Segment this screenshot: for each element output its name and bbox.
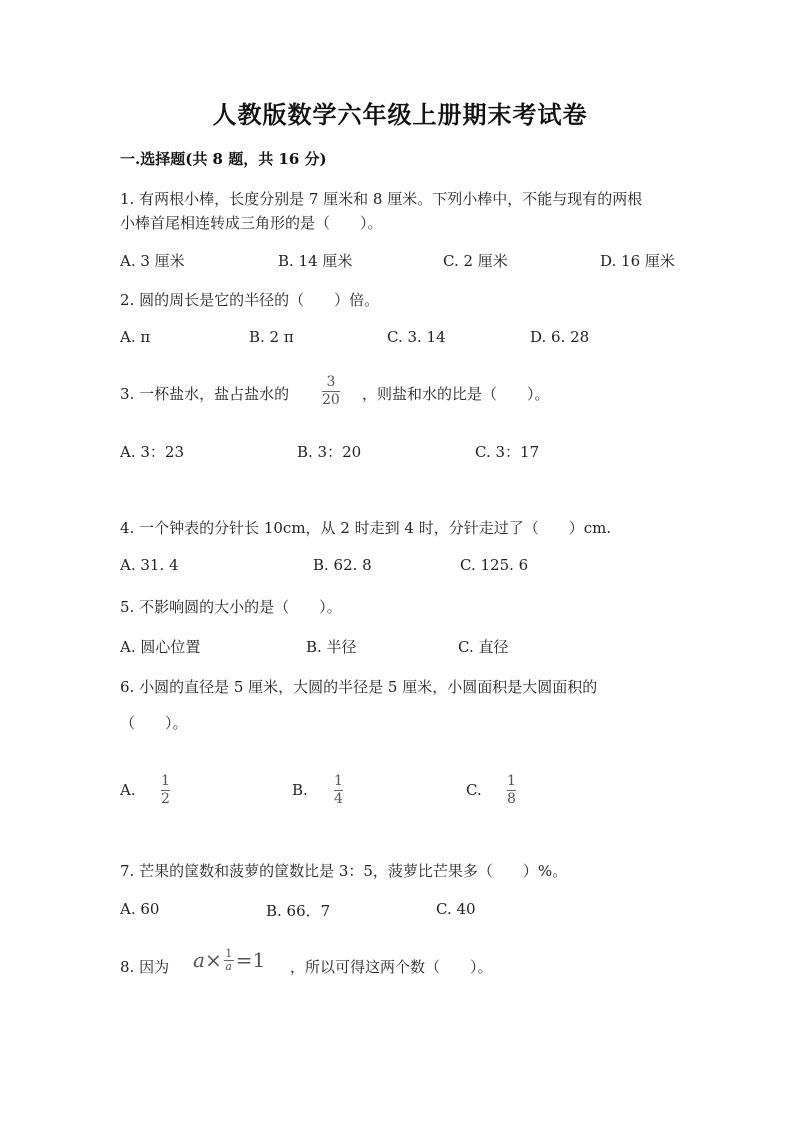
- question-3-text: 3. 一杯盐水，盐占盐水的: [120, 385, 290, 403]
- q6-b-denominator: 4: [334, 791, 343, 808]
- q4-option-b: B. 62. 8: [313, 556, 372, 574]
- q2-option-c: C. 3. 14: [387, 328, 446, 346]
- question-5-text: 5. 不影响圆的大小的是（ ）。: [120, 598, 342, 616]
- question-6-text: 6. 小圆的直径是 5 厘米，大圆的半径是 5 厘米，小圆面积是大圆面积的: [120, 678, 598, 696]
- q6-a-numerator: 1: [161, 773, 170, 789]
- q2-option-b: B. 2 π: [249, 328, 294, 346]
- q8-math-expression: [193, 948, 265, 972]
- q3-option-c: C. 3：17: [475, 443, 540, 461]
- q6-option-a-fraction: [161, 774, 170, 808]
- math-equals-one: =1: [235, 948, 266, 973]
- question-3-text-cont: ，则盐和水的比是（ ）。: [362, 385, 550, 403]
- math-fraction-numerator: 1: [225, 947, 233, 960]
- q7-option-a: A. 60: [120, 900, 160, 918]
- q1-option-a: A. 3 厘米: [120, 252, 185, 270]
- q1-option-c: C. 2 厘米: [443, 252, 508, 270]
- q6-option-b-fraction: [334, 774, 343, 808]
- question-6-text-cont: （ ）。: [120, 714, 188, 732]
- math-fraction-denominator: a: [225, 959, 232, 973]
- q2-option-a: A. π: [120, 328, 151, 346]
- q3-fraction-denominator: 20: [322, 392, 340, 409]
- question-7-text: 7. 芒果的筐数和菠萝的筐数比是 3：5，菠萝比芒果多（ ）%。: [120, 862, 568, 880]
- q6-option-a-label: A.: [120, 781, 136, 799]
- math-fraction: [224, 948, 234, 972]
- q1-option-d: D. 16 厘米: [600, 252, 675, 270]
- q1-option-b: B. 14 厘米: [278, 252, 353, 270]
- q6-a-denominator: 2: [161, 791, 170, 808]
- q5-option-b: B. 半径: [306, 638, 357, 656]
- question-4-text: 4. 一个钟表的分针长 10cm，从 2 时走到 4 时，分针走过了（ ）cm.: [120, 519, 612, 537]
- q7-option-c: C. 40: [436, 900, 476, 918]
- q7-option-b: B. 66．7: [266, 902, 331, 920]
- math-times-sign: ×: [204, 948, 222, 973]
- q4-option-a: A. 31. 4: [120, 556, 179, 574]
- q3-option-b: B. 3：20: [297, 443, 362, 461]
- question-2-text: 2. 圆的周长是它的半径的（ ）倍。: [120, 291, 380, 309]
- math-variable-a: a: [193, 948, 205, 973]
- question-1-text: 1. 有两根小棒，长度分别是 7 厘米和 8 厘米。下列小棒中，不能与现有的两根: [120, 190, 643, 208]
- q6-c-numerator: 1: [507, 773, 516, 789]
- question-8-text: 8. 因为: [120, 958, 170, 976]
- q3-option-a: A. 3：23: [120, 443, 184, 461]
- q6-option-b-label: B.: [292, 781, 308, 799]
- q5-option-c: C. 直径: [458, 638, 509, 656]
- q2-option-d: D. 6. 28: [530, 328, 590, 346]
- q4-option-c: C. 125. 6: [460, 556, 529, 574]
- q3-fraction: [322, 375, 340, 409]
- question-8-text-cont: ，所以可得这两个数（ ）。: [290, 958, 493, 976]
- question-1-text-cont: 小棒首尾相连转成三角形的是（ ）。: [120, 214, 383, 232]
- q6-option-c-label: C.: [466, 781, 482, 799]
- q6-c-denominator: 8: [507, 791, 516, 808]
- section-heading: 一.选择题(共 8 题，共 16 分): [120, 150, 327, 168]
- q5-option-a: A. 圆心位置: [120, 638, 201, 656]
- page-title: 人教版数学六年级上册期末考试卷: [212, 100, 588, 129]
- q6-b-numerator: 1: [334, 773, 343, 789]
- q6-option-c-fraction: [507, 774, 516, 808]
- q3-fraction-numerator: 3: [326, 374, 336, 390]
